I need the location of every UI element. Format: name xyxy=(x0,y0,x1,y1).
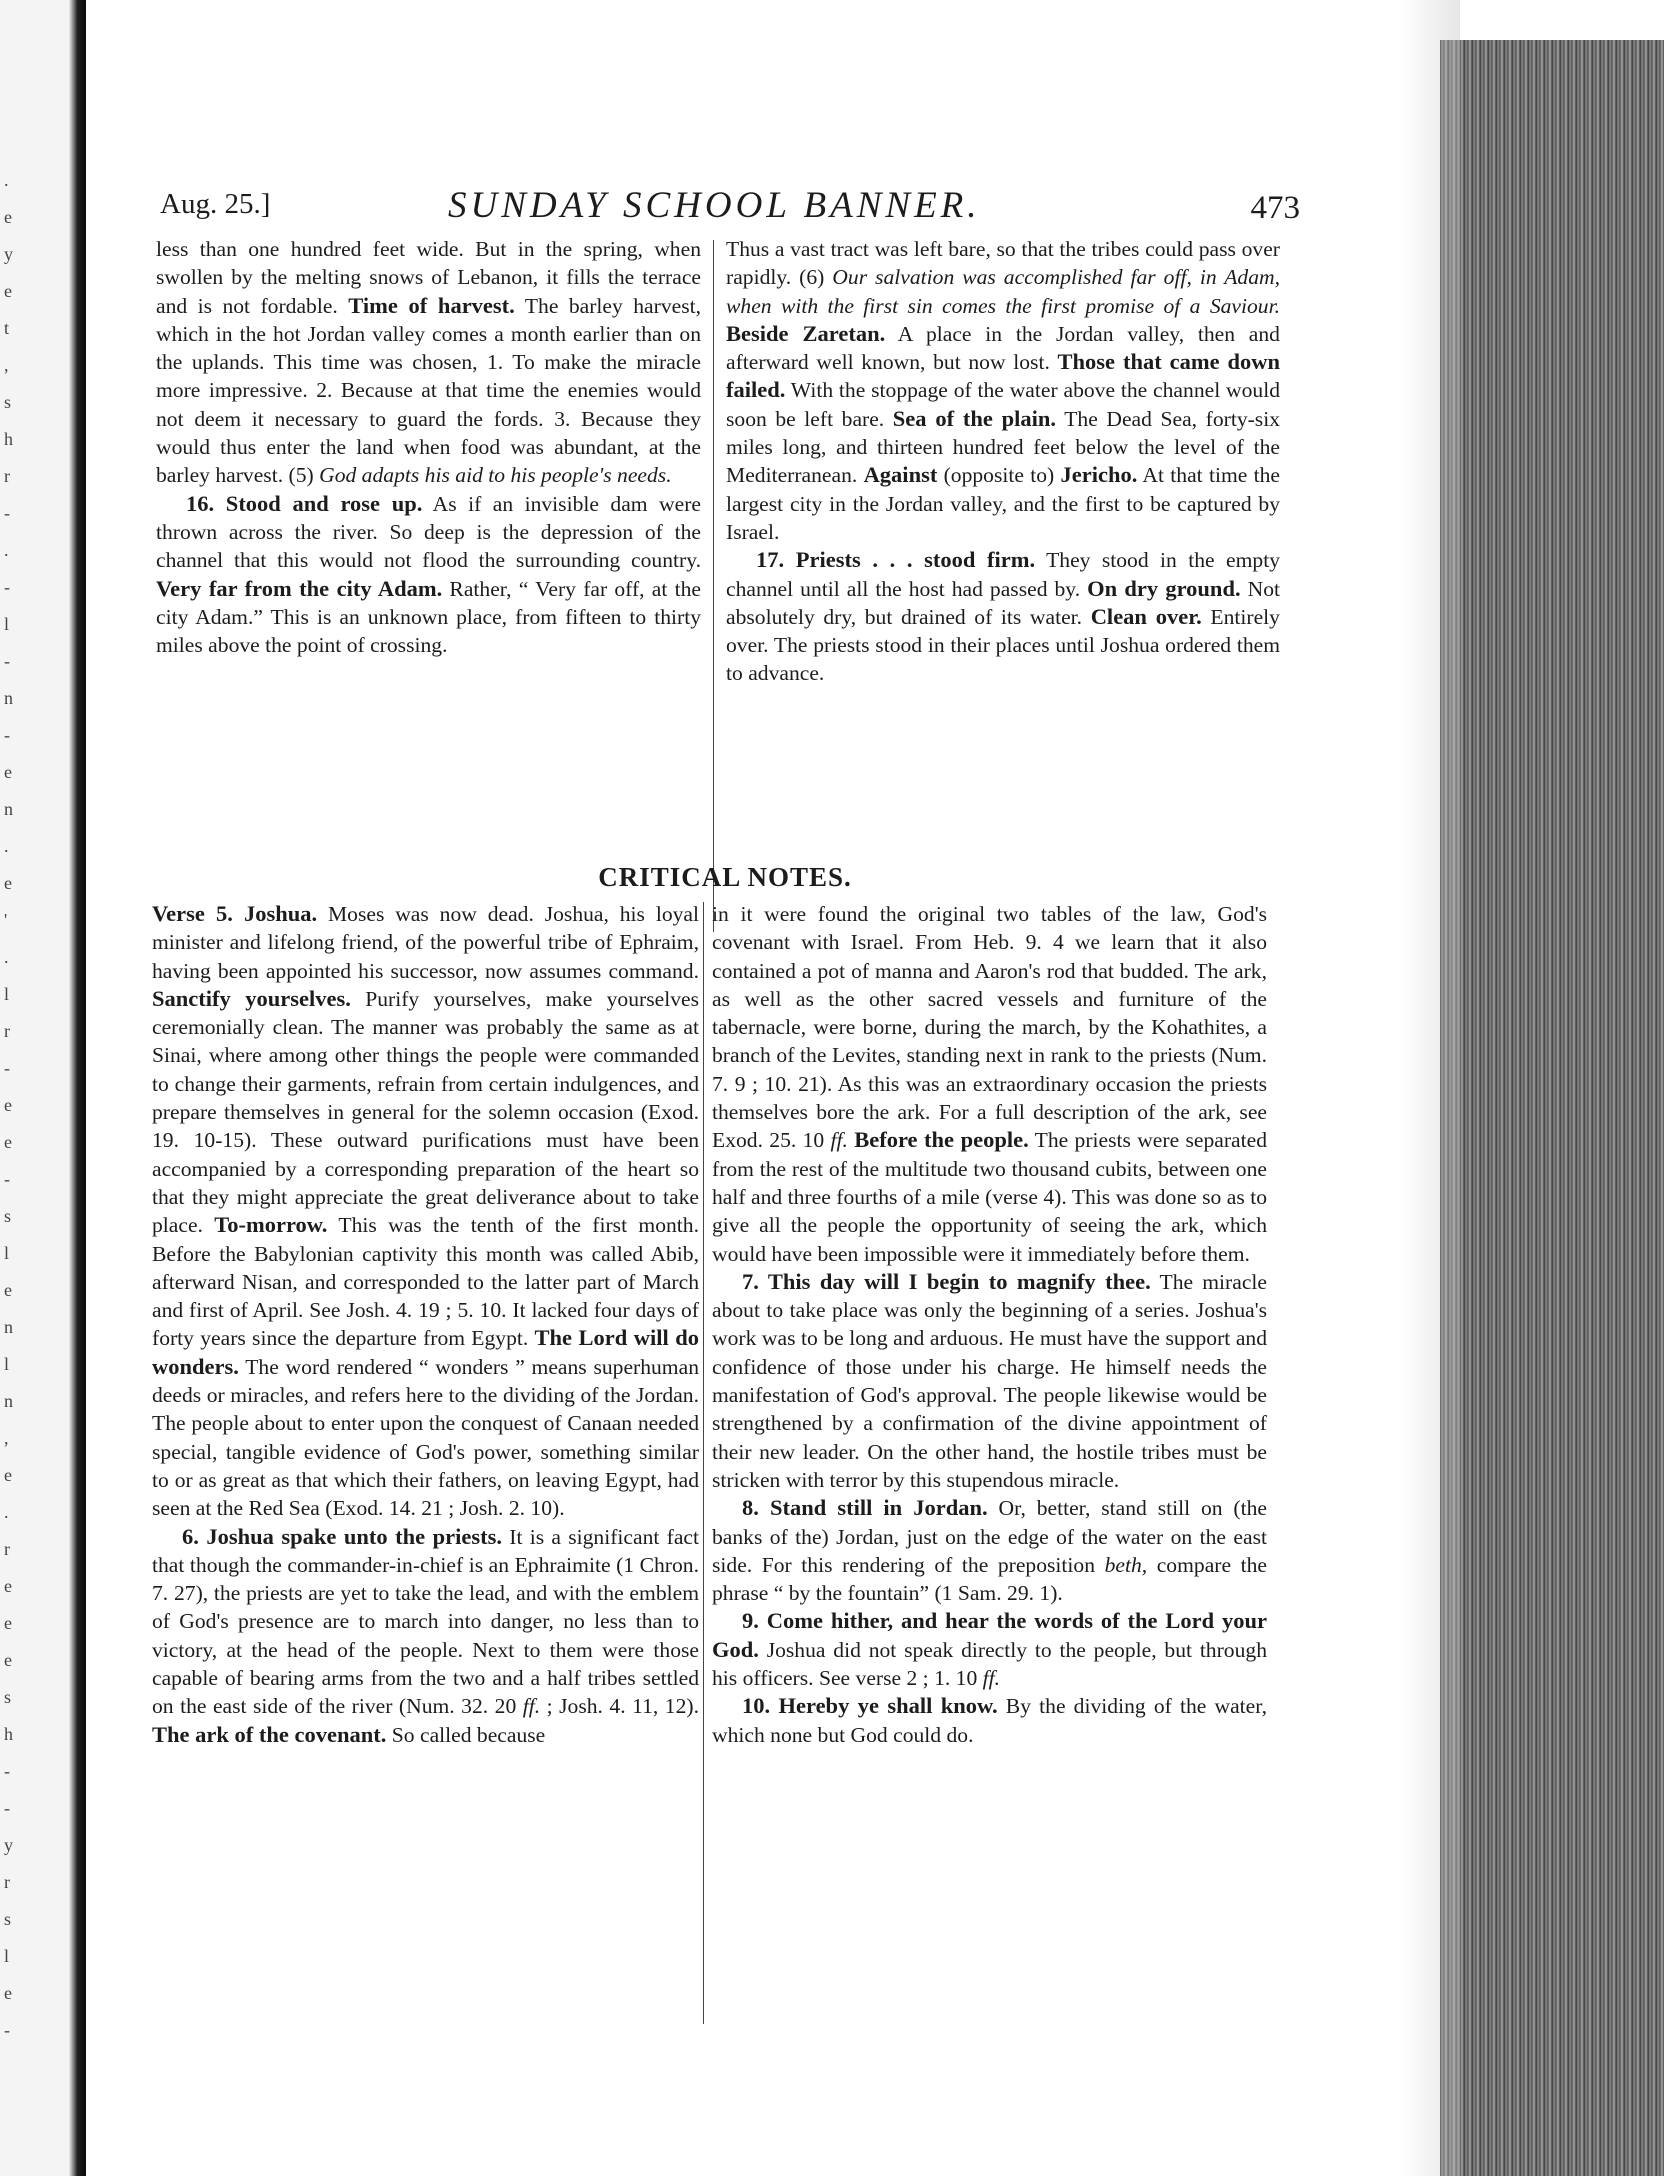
margin-mark: . xyxy=(4,836,9,856)
text-run: They stood in the empty channel until all the host had passed by. xyxy=(726,548,1280,601)
text-run: Rather, “ Very far off, at the city Adam.” This is an unknown place, from fifteen to thirty miles above the point of crossing. xyxy=(156,576,702,658)
text-run: Moses was now dead. Joshua, his loyal minister and lifelong friend, of the powerful tribe of Ephraim, having been appointed his successor, now assumes command. xyxy=(152,902,699,983)
italic-text: ff. xyxy=(830,1128,848,1153)
text-run: The miracle about to take place was only the beginning of a series. Joshua's work was to be long and arduous. He must have the support and confidence of those under his charge. He himself needs the manifestation of God's approval. The people likewise would be strengthened by a confirmation of the divine appointment of their new leader. On the other hand, the hostile tribes must be stricken with terror by this stupendous miracle. xyxy=(712,1269,1267,1492)
header-title: SUNDAY SCHOOL BANNER. xyxy=(448,185,981,226)
margin-mark: n xyxy=(4,1391,13,1411)
paragraph xyxy=(712,900,1267,1268)
bold-term: Time of harvest. xyxy=(348,292,515,318)
text-run: A place in the Jordan valley, then and afterward well known, but now lost. xyxy=(726,321,1280,375)
margin-mark: s xyxy=(4,1206,12,1226)
header-date: Aug. 25.] xyxy=(160,188,271,220)
bold-term: Sanctify yourselves. xyxy=(152,985,351,1011)
margin-mark: e xyxy=(4,1983,12,2003)
margin-mark: e xyxy=(4,1650,12,1670)
text-run: (opposite to) xyxy=(937,463,1061,488)
paragraph xyxy=(712,1494,1267,1607)
margin-mark: h xyxy=(4,1724,13,1744)
margin-mark: . xyxy=(4,540,9,560)
bold-term: Jericho. xyxy=(1060,462,1138,488)
margin-mark: ' xyxy=(4,910,8,930)
bold-term: To-morrow. xyxy=(214,1212,328,1238)
margin-mark: e xyxy=(4,1576,12,1596)
margin-mark: s xyxy=(4,392,12,412)
margin-mark: r xyxy=(4,1021,10,1041)
margin-mark: e xyxy=(4,207,12,227)
bold-term: Verse 5. Joshua. xyxy=(152,901,318,926)
margin-mark: , xyxy=(4,1428,9,1448)
margin-mark: h xyxy=(4,429,13,449)
paragraph xyxy=(152,1523,699,1749)
margin-mark: y xyxy=(4,244,13,264)
margin-mark: n xyxy=(4,688,13,708)
margin-mark: l xyxy=(4,984,10,1004)
bold-term: The ark of the covenant. xyxy=(152,1721,387,1747)
margin-mark: . xyxy=(4,947,9,967)
bold-term: 9. Come hither, and hear the words of the Lord your God. xyxy=(712,1608,1267,1662)
section-title-critical-notes: CRITICAL NOTES. xyxy=(598,862,852,892)
margin-mark: - xyxy=(4,577,10,597)
margin-mark: - xyxy=(4,1169,10,1189)
text-run: ; Josh. 4. 11, 12). xyxy=(540,1694,699,1719)
text-run: The Dead Sea, forty-six miles long, and thirteen hundred feet below the level of the Mediterranean. xyxy=(726,406,1281,488)
bold-term: 17. Priests . . . stood firm. xyxy=(756,547,1036,573)
margin-mark: n xyxy=(4,1317,13,1337)
italic-text: ff. xyxy=(522,1694,541,1719)
margin-mark: s xyxy=(4,1687,12,1707)
margin-mark: - xyxy=(4,651,10,671)
column-rule-top xyxy=(713,240,714,932)
paragraph xyxy=(726,546,1280,687)
text-run: Purify yourselves, make yourselves ceremonially clean. The manner was probably the same as at Sinai, where among other things the people were commanded to change their garments, refrain from certain indulgences, and prepare themselves in general for the solemn occasion (Exod. 19. 10-15). These outward purifications must have been accompanied by a corresponding preparation of the heart so that they might appreciate the great deliverance about to take place. xyxy=(152,986,699,1238)
text-run: With the stoppage of the water above the channel would soon be left bare. xyxy=(726,378,1280,431)
text-run: So called because xyxy=(386,1722,546,1747)
text-run: Thus a vast tract was left bare, so that the tribes could pass over rapidly. (6) xyxy=(726,237,1280,290)
margin-mark: e xyxy=(4,873,12,893)
bold-term: 7. This day will I begin to magnify thee. xyxy=(742,1268,1151,1294)
text-run: Not absolutely dry, but drained of its water. xyxy=(726,576,1280,629)
bold-term: 10. Hereby ye shall know. xyxy=(742,1693,998,1719)
margin-mark: r xyxy=(4,466,10,486)
paragraph xyxy=(156,490,701,660)
margin-mark: - xyxy=(4,2020,10,2040)
text-run: This was the tenth of the first month. Before the Babylonian captivity this month was called Abib, afterward Nisan, and corresponded to the latter part of March and first of April. See Josh. 4. 19 ; 5. 10. It lacked four days of forty years since the departure from Egypt. xyxy=(152,1213,699,1351)
text-run: less than one hundred feet wide. But in the spring, when swollen by the melting snows of Lebanon, it fills the terrace and is not fordable. xyxy=(156,237,701,318)
margin-mark: l xyxy=(4,1354,10,1374)
page-number: 473 xyxy=(1250,190,1300,226)
margin-mark: e xyxy=(4,281,12,301)
text-run: The barley harvest, which in the hot Jordan valley comes a month earlier than on the uplands. This time was chosen, 1. To make the miracle more impressive. 2. Because at that time the enemies would not deem it necessary to guard the fords. 3. Because they would thus enter the land when food was abundant, at the barley harvest. (5) xyxy=(156,293,702,488)
italic-text: ff. xyxy=(982,1666,1001,1691)
bold-term: Beside Zaretan. xyxy=(726,320,886,346)
margin-mark: e xyxy=(4,1132,12,1152)
facing-page-margin-marks xyxy=(0,0,24,2176)
margin-mark: n xyxy=(4,799,13,819)
critical-notes-right-column xyxy=(712,900,1267,1749)
margin-mark: t xyxy=(4,318,10,338)
book-page xyxy=(150,140,1300,2040)
paragraph xyxy=(712,1692,1267,1749)
commentary-left-column xyxy=(156,235,701,659)
text-run: At that time the largest city in the Jordan valley, and the first to be captured by Israel. xyxy=(726,463,1280,544)
bold-term: Clean over. xyxy=(1090,603,1202,629)
text-run: As if an invisible dam were thrown across the river. So deep is the depression of the channel that this would not flood the surrounding country. xyxy=(156,491,701,573)
margin-mark: l xyxy=(4,1946,10,1966)
bold-term: The Lord will do wonders. xyxy=(152,1325,699,1379)
margin-mark: - xyxy=(4,503,10,523)
margin-mark: y xyxy=(4,1835,13,1855)
margin-mark: - xyxy=(4,725,10,745)
bold-term: 6. Joshua spake unto the priests. xyxy=(182,1523,502,1549)
margin-mark: r xyxy=(4,1872,10,1892)
bold-term: Very far from the city Adam. xyxy=(156,575,443,601)
margin-mark: . xyxy=(4,170,9,190)
bold-term: Sea of the plain. xyxy=(892,405,1057,431)
page-edge-shadow xyxy=(1400,0,1460,2176)
text-run: Joshua did not speak directly to the people, but through his officers. See verse 2 ; 1. 10 xyxy=(712,1637,1267,1691)
margin-mark: l xyxy=(4,1243,10,1263)
column-rule-bottom xyxy=(703,902,704,2024)
paragraph xyxy=(156,235,701,490)
bold-term: Those that came down failed. xyxy=(726,349,1280,403)
commentary-right-column xyxy=(726,235,1280,688)
margin-mark: - xyxy=(4,1798,10,1818)
bold-term: On dry ground. xyxy=(1087,575,1241,601)
italic-text: God adapts his aid to his people's needs. xyxy=(319,463,672,488)
text-run: Or, better, stand still on (the banks of the) Jordan, just on the edge of the water on the east side. For this rendering of the preposition xyxy=(712,1496,1267,1577)
margin-mark: e xyxy=(4,1613,12,1633)
margin-mark: s xyxy=(4,1909,12,1929)
margin-mark: l xyxy=(4,614,10,634)
margin-mark: . xyxy=(4,1502,9,1522)
book-page-edge xyxy=(1440,40,1664,2176)
text-run: By the dividing of the water, which none but God could do. xyxy=(712,1694,1267,1747)
margin-mark: e xyxy=(4,1280,12,1300)
bold-term: Against xyxy=(863,462,938,488)
margin-mark: e xyxy=(4,762,12,782)
paragraph xyxy=(152,900,699,1523)
critical-notes-left-column xyxy=(152,900,699,1749)
text-run: compare the phrase “ by the fountain” (1 Sam. 29. 1). xyxy=(712,1552,1267,1606)
margin-mark: - xyxy=(4,1058,10,1078)
paragraph xyxy=(712,1268,1267,1494)
text-run: Entirely over. The priests stood in their places until Joshua ordered them to advance. xyxy=(726,604,1280,686)
bold-term: 16. Stood and rose up. xyxy=(186,490,423,516)
text-run: It is a significant fact that though the commander-in-chief is an Ephraimite (1 Chron. 7. 27), the priests are yet to take the lead, and with the emblem of God's presence are to march into danger, no less than to victory, at the head of the people. Next to them were those capable of bearing arms from the two and a half tribes settled on the east side of the river (Num. 32. 20 xyxy=(152,1524,699,1719)
running-header xyxy=(160,184,1300,230)
paragraph xyxy=(726,235,1280,546)
italic-text: beth, xyxy=(1104,1552,1148,1577)
paragraph xyxy=(712,1607,1267,1692)
text-run: The word rendered “ wonders ” means superhuman deeds or miracles, and refers here to the dividing of the Jordan. The people about to enter upon the conquest of Canaan needed special, tangible evidence of God's power, something similar to or as great as that which their fathers, on leaving Egypt, had seen at the Red Sea (Exod. 14. 21 ; Josh. 2. 10). xyxy=(152,1354,699,1521)
bold-term: 8. Stand still in Jordan. xyxy=(742,1495,988,1521)
margin-mark: - xyxy=(4,1761,10,1781)
bold-term: Before the people. xyxy=(854,1127,1029,1153)
text-run: The priests were separated from the rest of the multitude two thousand cubits, between one half and three fourths of a mile (verse 4). This was done so as to give all the people the opportunity of seeing the ark, which would have been impossible were it immediately before them. xyxy=(712,1128,1267,1266)
margin-mark: e xyxy=(4,1095,12,1115)
margin-mark: , xyxy=(4,355,9,375)
text-run: in it were found the original two tables of the law, God's covenant with Israel. From Heb. 9. 4 we learn that it also contained a pot of manna and Aaron's rod that budded. The ark, as well as the other sacred vessels and furniture of the tabernacle, were borne, during the march, by the Kohathites, a branch of the Levites, standing next in rank to the priests (Num. 7. 9 ; 10. 21). As this was an extraordinary occasion the priests themselves bore the ark. For a full description of the ark, see Exod. 25. 10 xyxy=(712,902,1267,1153)
margin-mark: e xyxy=(4,1465,12,1485)
italic-text: Our salvation was accomplished far off, in Adam, when with the first sin comes the first promise of a Saviour. xyxy=(726,265,1281,318)
margin-mark: r xyxy=(4,1539,10,1559)
